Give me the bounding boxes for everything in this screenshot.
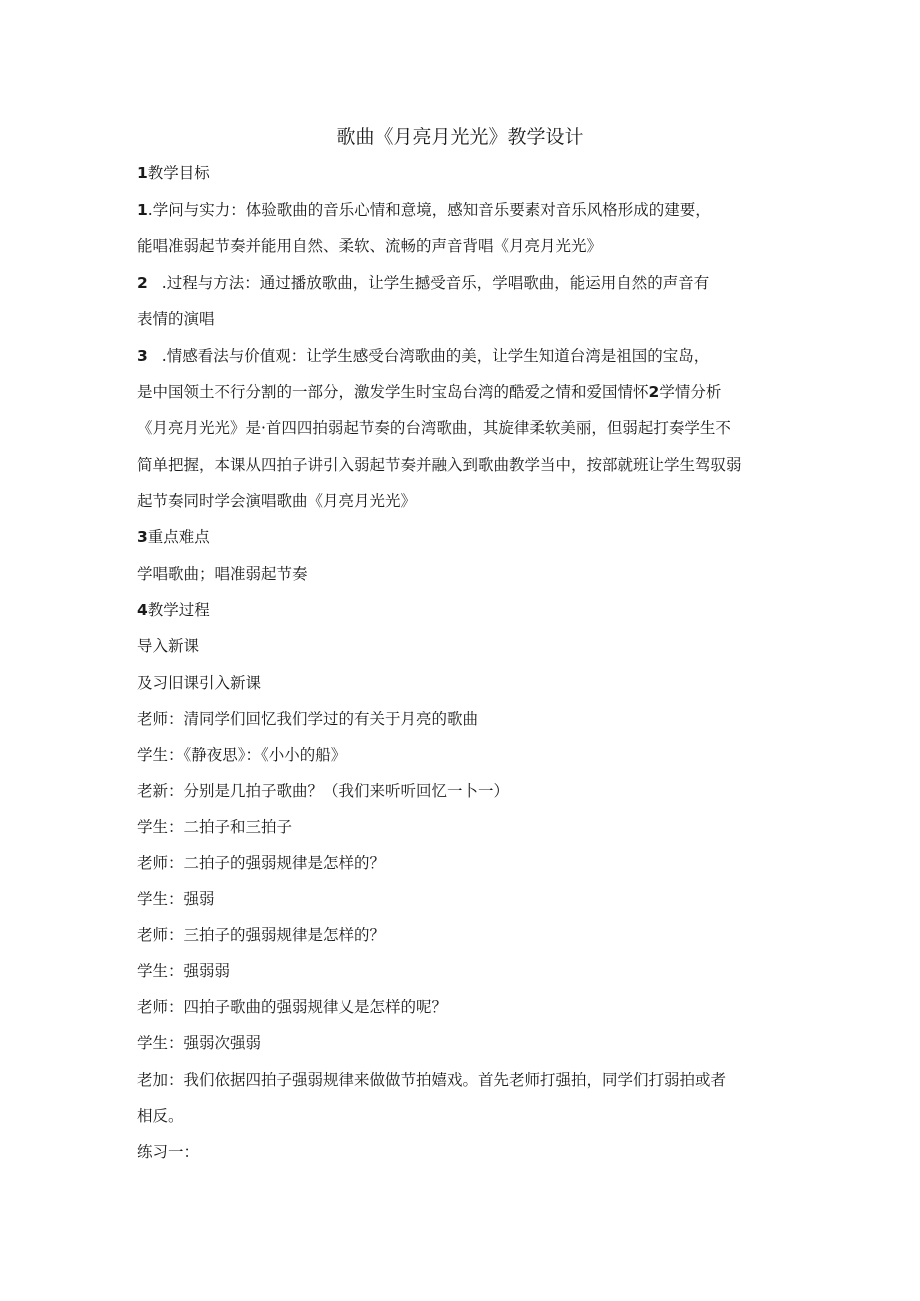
analysis-line-3: 起节奏同时学会演唱歌曲《月亮月光光》 xyxy=(137,492,417,510)
process-line: 及习旧课引入新课 xyxy=(137,674,262,692)
section-heading-process xyxy=(137,600,210,620)
section-number: 1 xyxy=(137,164,148,182)
objective-text: .过程与方法：通过播放歌曲，让学生撼受音乐，学唱歌曲，能运用自然的声音有 xyxy=(161,274,710,292)
process-line: 老新：分别是几拍子歌曲？（我们来听听回忆一卜一） xyxy=(137,782,510,800)
section-label: 学情分析 xyxy=(659,383,722,401)
process-line: 学生：《静夜思》：《小小的船》 xyxy=(137,746,347,764)
keypoints-text: 学唱歌曲；唱准弱起节奏 xyxy=(137,565,308,583)
section-label: 教学过程 xyxy=(147,601,210,619)
process-line: 学生：强弱弱 xyxy=(137,962,231,980)
process-line: 老师：四拍子歌曲的强弱规律乂是怎样的呢？ xyxy=(137,998,448,1016)
objective-3-line-1 xyxy=(137,346,709,366)
objective-3-line-2 xyxy=(137,382,721,402)
process-line: 老师：三拍子的强弱规律是怎样的？ xyxy=(137,926,386,944)
process-line: 老加：我们依据四拍子强弱规律来做做节拍嬉戏。首先老师打强拍，同学们打弱拍或者 xyxy=(137,1071,727,1089)
objective-number: 2 xyxy=(137,274,148,292)
process-line: 学生：二拍子和三拍子 xyxy=(137,818,293,836)
section-number: 2 xyxy=(648,383,660,401)
objective-1-line-1 xyxy=(137,200,711,220)
objective-number: 3 xyxy=(137,347,148,365)
process-line: 老师：二拍子的强弱规律是怎样的？ xyxy=(137,854,386,872)
objective-text: 是中国领土不行分割的一部分，激发学生时宝岛台湾的酷爱之情和爱国情怀 xyxy=(137,383,649,401)
section-heading-objectives xyxy=(137,163,210,183)
objective-number: 1 xyxy=(137,201,148,219)
process-line: 老师：清同学们回忆我们学过的有关于月亮的歌曲 xyxy=(137,710,479,728)
section-label: 重点难点 xyxy=(147,528,210,546)
process-line: 学生：强弱 xyxy=(137,890,215,908)
objective-1-line-2: 能唱准弱起节奏并能用自然、柔软、流畅的声音背唱《月亮月光光》 xyxy=(137,237,603,255)
section-label: 教学目标 xyxy=(147,164,210,182)
process-line: 相反。 xyxy=(137,1107,184,1125)
objective-2-line-2: 表情的演唱 xyxy=(137,310,215,328)
objective-2-line-1 xyxy=(137,273,709,293)
analysis-line-2: 简单把握，本课从四拍子讲引入弱起节奏并融入到歌曲教学当中，按部就班让学生驾驭弱 xyxy=(137,456,742,474)
objective-text: .学问与实力：体验歌曲的音乐心情和意境，感知音乐要素对音乐风格形成的建要， xyxy=(147,201,711,219)
process-line: 学生：强弱次强弱 xyxy=(137,1034,262,1052)
process-line: 练习一： xyxy=(137,1143,200,1161)
process-line: 导入新课 xyxy=(137,637,200,655)
section-number: 4 xyxy=(137,601,148,619)
objective-text: .情感看法与价值观：让学生感受台湾歌曲的美，让学生知道台湾是祖国的宝岛， xyxy=(161,347,710,365)
document-title: 歌曲《月亮月光光》教学设计 xyxy=(336,126,584,148)
section-heading-keypoints xyxy=(137,527,210,547)
analysis-line-1: 《月亮月光光》是·首四四拍弱起节奏的台湾歌曲，其旋律柔软美丽，但弱起打奏学生不 xyxy=(137,419,731,437)
section-number: 3 xyxy=(137,528,148,546)
